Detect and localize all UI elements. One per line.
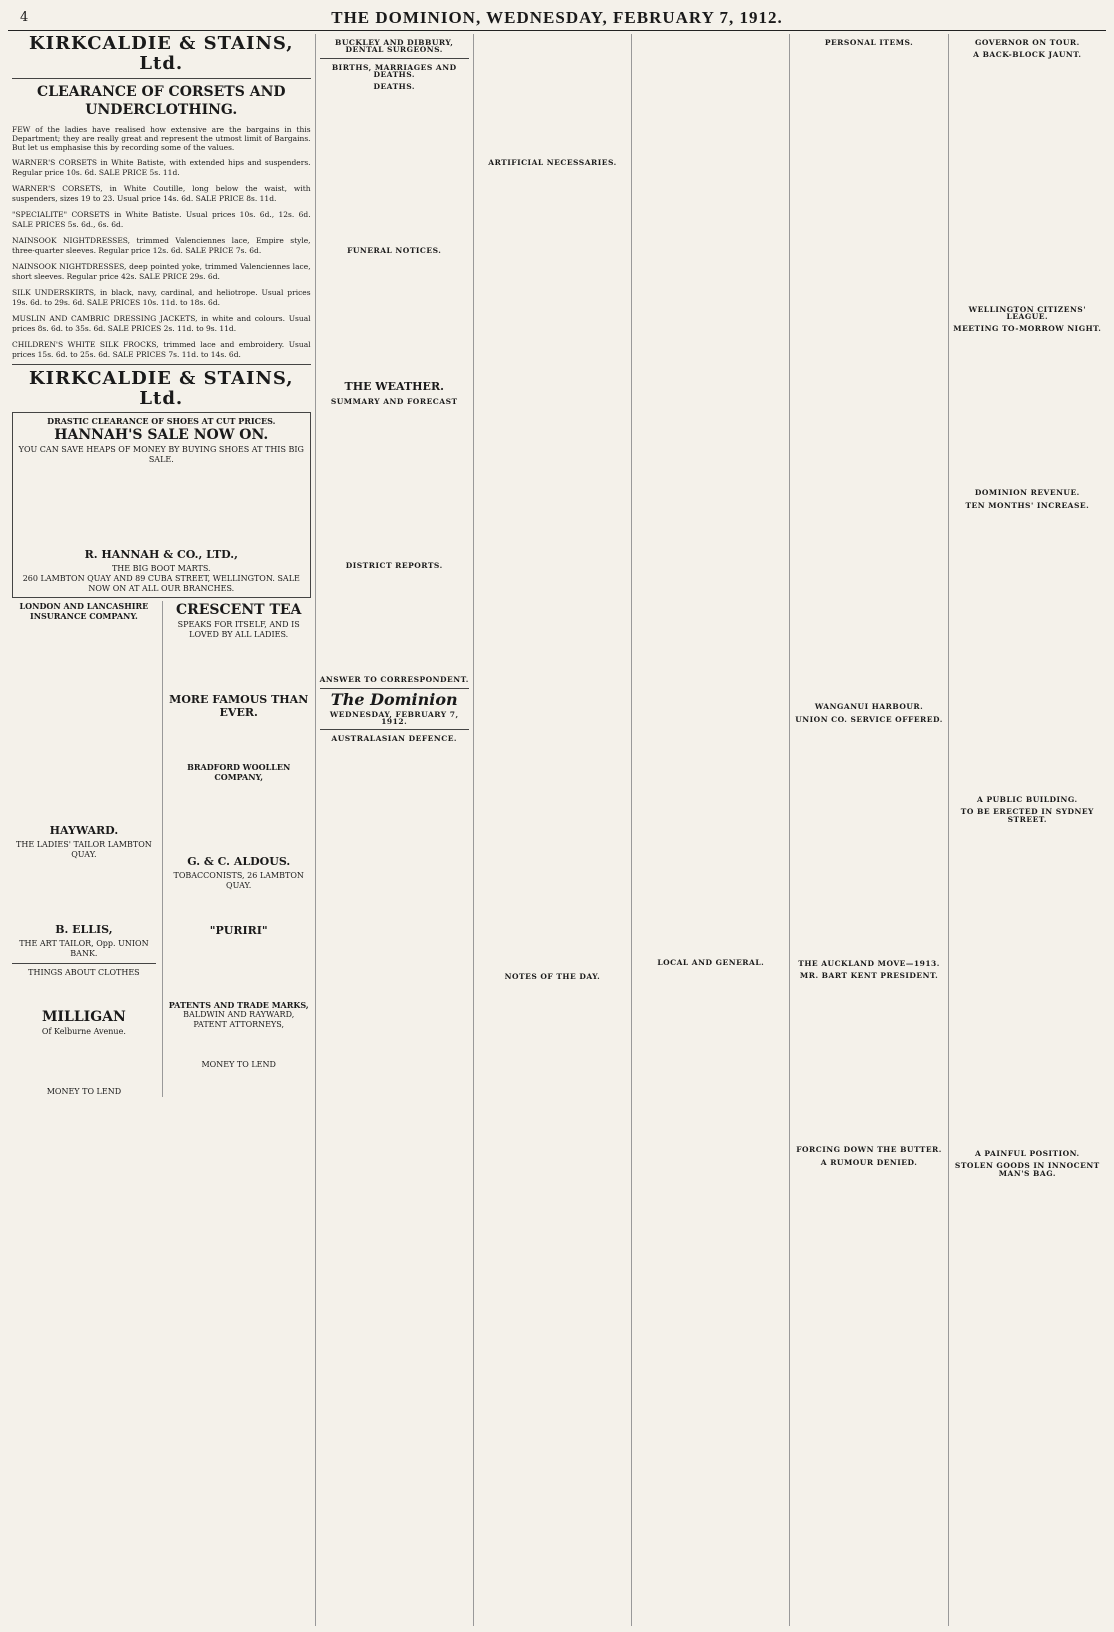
newspaper-title: THE DOMINION, WEDNESDAY, FEBRUARY 7, 1912. xyxy=(331,8,783,27)
tailor-title: HAYWARD. xyxy=(49,824,119,837)
deaths-heading: DEATHS. xyxy=(373,82,415,92)
clearance-item: SILK UNDERSKIRTS, in black, navy, cardinal, and heliotrope. Usual prices 19s. 6d. to 29s. 6d. SALE PRICES 10s. 11d. to 18s. 6d. xyxy=(12,288,311,307)
league-heading: WELLINGTON CITIZENS' LEAGUE. xyxy=(968,304,1087,321)
dentists-ad: BUCKLEY AND DIBBURY, DENTAL SURGEONS. xyxy=(335,38,454,55)
insurance-ad: LONDON AND LANCASHIRE INSURANCE COMPANY. xyxy=(19,601,149,621)
column-4 xyxy=(474,34,632,1626)
ellis-title: B. ELLIS, xyxy=(55,923,113,936)
columns xyxy=(8,34,1106,1626)
masthead xyxy=(8,6,1106,31)
patents-title: PATENTS AND TRADE MARKS, xyxy=(168,1000,309,1010)
revenue-heading: DOMINION REVENUE. xyxy=(974,488,1080,498)
building-heading: A PUBLIC BUILDING. xyxy=(977,795,1078,805)
dateline: WEDNESDAY, FEBRUARY 7, 1912. xyxy=(329,709,459,726)
woollen-ad: BRADFORD WOOLLEN COMPANY, xyxy=(187,762,291,782)
puriri-ad: "PURIRI" xyxy=(209,924,268,937)
dominion-nameplate: The Dominion xyxy=(330,689,458,709)
column-5 xyxy=(632,34,790,1626)
governor-heading: GOVERNOR ON TOUR. xyxy=(974,38,1080,47)
col2-ads xyxy=(162,601,311,1097)
painful-heading: A PAINFUL POSITION. xyxy=(975,1148,1080,1158)
auckland-heading: THE AUCKLAND MOVE—1913. xyxy=(798,958,940,968)
necessaries-heading: ARTIFICIAL NECESSARIES. xyxy=(488,158,617,167)
shoes-head: DRASTIC CLEARANCE OF SHOES AT CUT PRICES. xyxy=(47,416,276,426)
butter-sub: A RUMOUR DENIED. xyxy=(820,1157,918,1167)
clearance-intro: FEW of the ladies have realised how extensive are the bargains in this Department; they are really great and represent the utmost limit of Bargains. But let us emphasise this by recording some of the values. xyxy=(12,125,311,152)
column-7 xyxy=(949,34,1106,1626)
column-1 xyxy=(8,34,316,1626)
shoes-title: HANNAH'S SALE NOW ON. xyxy=(54,427,269,443)
revenue-sub: TEN MONTHS' INCREASE. xyxy=(965,500,1090,510)
shoes-sub: YOU CAN SAVE HEAPS OF MONEY BY BUYING SHOES AT THIS BIG SALE. xyxy=(18,445,304,464)
crescent-title: CRESCENT TEA xyxy=(175,602,302,618)
patents-sub: BALDWIN AND RAYWARD, PATENT ATTORNEYS, xyxy=(183,1010,295,1029)
ellis-sub: THE ART TAILOR, Opp. UNION BANK. xyxy=(19,939,149,958)
governor-sub: A BACK-BLOCK JAUNT. xyxy=(973,50,1082,60)
aldous-title: G. & C. ALDOUS. xyxy=(187,855,291,868)
hannah-ad xyxy=(12,412,311,598)
advertiser-heading-repeat: KIRKCALDIE & STAINS, Ltd. xyxy=(29,368,294,409)
col1-left-ads xyxy=(12,601,156,1097)
crescent-sub: SPEAKS FOR ITSELF, AND IS LOVED BY ALL LADIES. xyxy=(177,620,300,639)
money-ad: MONEY TO LEND xyxy=(201,1060,276,1069)
painful-sub: STOLEN GOODS IN INNOCENT MAN'S BAG. xyxy=(954,1161,1100,1178)
weather-sub: SUMMARY AND FORECAST xyxy=(330,396,458,406)
famous-ad: MORE FAMOUS THAN EVER. xyxy=(169,693,309,719)
milligan-sub: Of Kelburne Avenue. xyxy=(41,1027,126,1036)
clearance-item: NAINSOOK NIGHTDRESSES, trimmed Valenciennes lace, Empire style, three-quarter sleeves. Regular price 12s. 6d. SALE PRICE 7s. 6d. xyxy=(12,236,311,255)
milligan-head: THINGS ABOUT CLOTHES xyxy=(28,968,140,977)
clearance-item: NAINSOOK NIGHTDRESSES, deep pointed yoke, trimmed Valenciennes lace, short sleeves. Regular price 42s. SALE PRICE 29s. 6d. xyxy=(12,262,311,281)
clearance-item: CHILDREN'S WHITE SILK FROCKS, trimmed lace and embroidery. Usual prices 15s. 6d. to 25s. 6d. SALE PRICES 7s. 11d. to 14s. 6d. xyxy=(12,340,311,359)
personal-heading: PERSONAL ITEMS. xyxy=(824,38,914,47)
auckland-sub: MR. BART KENT PRESIDENT. xyxy=(799,971,939,981)
clearance-item: WARNER'S CORSETS in White Batiste, with extended hips and suspenders. Regular price 10s. 6d. SALE PRICE 5s. 11d. xyxy=(12,158,311,177)
local-heading: LOCAL AND GENERAL. xyxy=(657,958,765,967)
tailor-sub: THE LADIES' TAILOR LAMBTON QUAY. xyxy=(16,840,152,859)
aldous-sub: TOBACCONISTS, 26 LAMBTON QUAY. xyxy=(173,871,304,890)
shoes-address: 260 LAMBTON QUAY AND 89 CUBA STREET, WELLINGTON. SALE NOW ON AT ALL OUR BRANCHES. xyxy=(22,574,300,593)
notes-heading: NOTES OF THE DAY. xyxy=(504,972,601,982)
clearance-headline: CLEARANCE OF CORSETS AND UNDERCLOTHING. xyxy=(37,84,286,118)
district-heading: DISTRICT REPORTS. xyxy=(345,561,443,571)
shoes-firm: R. HANNAH & CO., LTD., xyxy=(84,548,238,561)
union-heading: UNION CO. SERVICE OFFERED. xyxy=(795,714,943,724)
clearance-item: "SPECIALITE" CORSETS in White Batiste. Usual prices 10s. 6d., 12s. 6d. SALE PRICES 5s. 6d., 6s. 6d. xyxy=(12,210,311,229)
page-number: 4 xyxy=(20,10,29,25)
league-sub: MEETING TO-MORROW NIGHT. xyxy=(953,324,1102,334)
building-sub: TO BE ERECTED IN SYDNEY STREET. xyxy=(960,807,1094,824)
clearance-item: WARNER'S CORSETS, in White Coutille, long below the waist, with suspenders, sizes 19 to 23. Usual price 14s. 6d. SALE PRICE 8s. 11d. xyxy=(12,184,311,203)
weather-heading: THE WEATHER. xyxy=(344,379,444,393)
funeral-heading: FUNERAL NOTICES. xyxy=(347,246,442,256)
advertiser-heading: KIRKCALDIE & STAINS, Ltd. xyxy=(29,34,294,74)
butter-heading: FORCING DOWN THE BUTTER. xyxy=(796,1145,942,1155)
column-3 xyxy=(316,34,474,1626)
clearance-item: MUSLIN AND CAMBRIC DRESSING JACKETS, in white and colours. Usual prices 8s. 6d. to 35s. 6d. SALE PRICES 2s. 11d. to 9s. 11d. xyxy=(12,314,311,333)
money-head: MONEY TO LEND xyxy=(46,1087,122,1096)
defence-heading: AUSTRALASIAN DEFENCE. xyxy=(331,734,458,744)
bmd-heading: BIRTHS, MARRIAGES AND DEATHS. xyxy=(331,62,457,79)
answer-heading: ANSWER TO CORRESPONDENT. xyxy=(319,675,469,685)
column-6 xyxy=(790,34,948,1626)
wanganui-heading: WANGANUI HARBOUR. xyxy=(814,702,924,712)
milligan-title: MILLIGAN xyxy=(41,1009,126,1025)
shoes-tag: THE BIG BOOT MARTS. xyxy=(111,564,211,573)
